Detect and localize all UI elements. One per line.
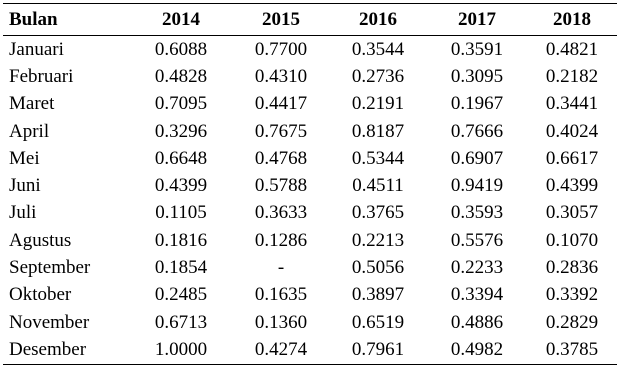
value-cell: 0.6519 xyxy=(351,311,405,333)
column-header-2017: 2017 xyxy=(458,8,496,30)
table-row xyxy=(3,91,617,118)
month-cell: Juli xyxy=(9,202,37,224)
header-row xyxy=(3,4,617,36)
value-cell: 0.4274 xyxy=(254,338,308,360)
value-cell: 0.4982 xyxy=(450,338,504,360)
value-cell: 0.5056 xyxy=(351,257,405,279)
value-cell: 0.2485 xyxy=(154,284,208,306)
value-cell: 0.2213 xyxy=(351,229,405,251)
value-cell: 0.3785 xyxy=(545,338,599,360)
value-cell: 0.3633 xyxy=(254,202,308,224)
value-cell: 0.7700 xyxy=(254,38,308,60)
value-cell: 0.1635 xyxy=(254,284,308,306)
value-cell: 0.3544 xyxy=(351,38,405,60)
column-header-2015: 2015 xyxy=(262,8,300,30)
value-cell: 0.4768 xyxy=(254,147,308,169)
value-cell: 0.1816 xyxy=(154,229,208,251)
value-cell: 0.3593 xyxy=(450,202,504,224)
value-cell: 0.3394 xyxy=(450,284,504,306)
month-cell: Desember xyxy=(9,338,87,360)
data-table xyxy=(3,3,617,365)
value-cell: 0.4417 xyxy=(254,93,308,115)
month-cell: Oktober xyxy=(9,284,72,306)
table-row xyxy=(3,63,617,90)
value-cell: 0.3765 xyxy=(351,202,405,224)
value-cell: 0.2836 xyxy=(545,257,599,279)
value-cell: 0.7961 xyxy=(351,338,405,360)
value-cell: 0.6617 xyxy=(545,147,599,169)
column-header-2014: 2014 xyxy=(162,8,200,30)
month-cell: April xyxy=(9,120,50,142)
value-cell: 1.0000 xyxy=(154,338,208,360)
value-cell: 0.2829 xyxy=(545,311,599,333)
value-cell: 0.5576 xyxy=(450,229,504,251)
value-cell: 0.4399 xyxy=(154,175,208,197)
table-header xyxy=(3,4,617,36)
value-cell: 0.3095 xyxy=(450,65,504,87)
table-row xyxy=(3,145,617,172)
value-cell: 0.3897 xyxy=(351,284,405,306)
value-cell: 0.4024 xyxy=(545,120,599,142)
value-cell: 0.9419 xyxy=(450,175,504,197)
column-header-2018: 2018 xyxy=(553,8,591,30)
value-cell: 0.4828 xyxy=(154,65,208,87)
value-cell: 0.6648 xyxy=(154,147,208,169)
month-cell: September xyxy=(9,257,91,279)
value-cell: 0.1070 xyxy=(545,229,599,251)
table-row xyxy=(3,172,617,199)
month-cell: Mei xyxy=(9,147,40,169)
value-cell: 0.1105 xyxy=(155,202,207,224)
value-cell: 0.3057 xyxy=(545,202,599,224)
value-cell: 0.6907 xyxy=(450,147,504,169)
value-cell: 0.2191 xyxy=(351,93,405,115)
value-cell: 0.7675 xyxy=(254,120,308,142)
month-cell: Januari xyxy=(9,38,64,60)
table-row xyxy=(3,254,617,281)
value-cell: 0.4886 xyxy=(450,311,504,333)
table-row xyxy=(3,282,617,309)
value-cell: 0.3392 xyxy=(545,284,599,306)
table-row xyxy=(3,336,617,364)
table-container xyxy=(3,3,617,365)
month-cell: Maret xyxy=(9,93,55,115)
value-cell: 0.1967 xyxy=(450,93,504,115)
value-cell: 0.3441 xyxy=(545,93,599,115)
value-cell: 0.7095 xyxy=(154,93,208,115)
value-cell: 0.6713 xyxy=(154,311,208,333)
table-row xyxy=(3,309,617,336)
value-cell: 0.2233 xyxy=(450,257,504,279)
value-cell: 0.5788 xyxy=(254,175,308,197)
column-header-2016: 2016 xyxy=(359,8,397,30)
value-cell: 0.5344 xyxy=(351,147,405,169)
value-cell: 0.4310 xyxy=(254,65,308,87)
value-cell: 0.1854 xyxy=(154,257,208,279)
table-row xyxy=(3,36,617,64)
value-cell: - xyxy=(277,257,285,279)
month-cell: Februari xyxy=(9,65,74,87)
month-cell: Juni xyxy=(9,175,41,197)
value-cell: 0.3591 xyxy=(450,38,504,60)
table-row xyxy=(3,200,617,227)
value-cell: 0.7666 xyxy=(450,120,504,142)
month-cell: Agustus xyxy=(9,229,72,251)
column-header-bulan: Bulan xyxy=(9,8,58,30)
value-cell: 0.8187 xyxy=(351,120,405,142)
value-cell: 0.2736 xyxy=(351,65,405,87)
value-cell: 0.4511 xyxy=(352,175,404,197)
month-cell: November xyxy=(9,311,90,333)
value-cell: 0.4399 xyxy=(545,175,599,197)
value-cell: 0.1360 xyxy=(254,311,308,333)
table-body xyxy=(3,36,617,365)
table-row xyxy=(3,118,617,145)
value-cell: 0.3296 xyxy=(154,120,208,142)
value-cell: 0.4821 xyxy=(545,38,599,60)
value-cell: 0.2182 xyxy=(545,65,599,87)
value-cell: 0.1286 xyxy=(254,229,308,251)
table-row xyxy=(3,227,617,254)
value-cell: 0.6088 xyxy=(154,38,208,60)
